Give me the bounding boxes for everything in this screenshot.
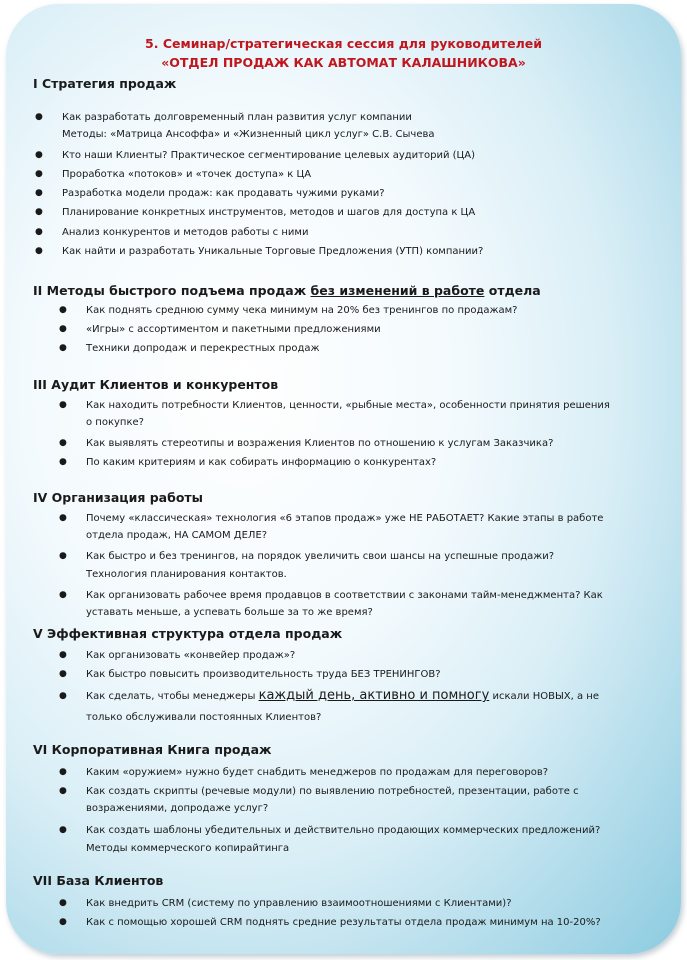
bullet-icon: ●	[35, 112, 43, 122]
list-item: Как создать шаблоны убедительных и действительно продающих коммерческих предложений?	[86, 825, 601, 836]
list-item: Как выявлять стереотипы и возражения Клиентов по отношению к услугам Заказчика?	[86, 438, 554, 449]
bullet-icon: ●	[59, 669, 67, 679]
bullet-icon: ●	[59, 917, 67, 927]
bullet-icon: ●	[59, 650, 67, 660]
list-item-continuation: Методы коммерческого копирайтинга	[86, 843, 290, 854]
list-item: Как сделать, чтобы менеджеры каждый день, активно и помногу искали НОВЫХ, а не	[86, 688, 599, 703]
list-item: Как с помощью хорошей CRM поднять средние результаты отдела продаж минимум на 10-20%?	[86, 917, 601, 928]
bullet-icon: ●	[59, 551, 67, 561]
list-item: Каким «оружием» нужно будет снабдить менеджеров по продажам для переговоров?	[86, 767, 549, 778]
bullet-icon: ●	[59, 513, 67, 523]
list-item: Как создать скрипты (речевые модули) по выявлению потребностей, презентации, работе с	[86, 786, 579, 797]
list-item-continuation: отдела продаж, НА САМОМ ДЕЛЕ?	[86, 530, 268, 541]
section-heading-3: III Аудит Клиентов и конкурентов	[33, 377, 279, 392]
list-item: Как найти и разработать Уникальные Торговые Предложения (УТП) компании?	[62, 246, 484, 257]
bullet-icon: ●	[35, 150, 43, 160]
bullet-icon: ●	[59, 691, 67, 701]
bullet-icon: ●	[59, 324, 67, 334]
bullet-icon: ●	[35, 246, 43, 256]
list-item: Разработка модели продаж: как продавать чужими руками?	[62, 188, 385, 199]
list-item: Как быстро повысить производительность труда БЕЗ ТРЕНИНГОВ?	[86, 669, 441, 680]
list-item: Как разработать долговременный план развития услуг компании	[62, 112, 412, 123]
document-title-line2: «ОТДЕЛ ПРОДАЖ КАК АВТОМАТ КАЛАШНИКОВА»	[161, 55, 526, 70]
list-item: Почему «классическая» технология «6 этапов продаж» уже НЕ РАБОТАЕТ? Какие этапы в работе	[86, 513, 604, 524]
bullet-icon: ●	[59, 457, 67, 467]
bullet-icon: ●	[35, 169, 43, 179]
bullet-icon: ●	[59, 767, 67, 777]
list-item: Кто наши Клиенты? Практическое сегментирование целевых аудиторий (ЦА)	[62, 150, 476, 161]
list-item: Техники допродаж и перекрестных продаж	[86, 343, 320, 354]
bullet-icon: ●	[35, 188, 43, 198]
list-item: Как организовать рабочее время продавцов в соответствии с законами тайм-менеджмента? Как	[86, 590, 603, 601]
section-heading-7: VII База Клиентов	[33, 873, 164, 888]
bullet-icon: ●	[59, 438, 67, 448]
list-item-continuation: о покупке?	[86, 417, 144, 428]
bullet-icon: ●	[59, 305, 67, 315]
section-heading-6: VI Корпоративная Книга продаж	[33, 742, 272, 757]
list-item-continuation: Методы: «Матрица Ансоффа» и «Жизненный цикл услуг» С.В. Сычева	[62, 129, 435, 140]
bullet-icon: ●	[59, 786, 67, 796]
list-item: Как поднять среднюю сумму чека минимум на 20% без тренингов по продажам?	[86, 305, 518, 316]
list-item: Как организовать «конвейер продаж»?	[86, 650, 296, 661]
section-heading-1: I Стратегия продаж	[33, 76, 177, 91]
list-item: Планирование конкретных инструментов, методов и шагов для доступа к ЦА	[62, 207, 476, 218]
document-card	[6, 4, 681, 954]
section-heading-4: IV Организация работы	[33, 490, 203, 505]
list-item-continuation: Технология планирования контактов.	[86, 569, 287, 580]
bullet-icon: ●	[59, 898, 67, 908]
list-item: Как находить потребности Клиентов, ценности, «рыбные места», особенности принятия решения	[86, 400, 610, 411]
list-item-continuation: уставать меньше, а успевать больше за то же время?	[86, 607, 373, 618]
list-item: Анализ конкурентов и методов работы с ними	[62, 227, 309, 238]
bullet-icon: ●	[59, 400, 67, 410]
list-item: «Игры» с ассортиментом и пакетными предложениями	[86, 324, 381, 335]
section-heading-2: II Методы быстрого подъема продаж без изменений в работе отдела	[33, 283, 541, 298]
document-title-line1: 5. Семинар/стратегическая сессия для руководителей	[145, 36, 542, 51]
bullet-icon: ●	[59, 590, 67, 600]
list-item-continuation: возражениями, допродаже услуг?	[86, 803, 269, 814]
bullet-icon: ●	[35, 227, 43, 237]
list-item: Как быстро и без тренингов, на порядок увеличить свои шансы на успешные продажи?	[86, 551, 555, 562]
bullet-icon: ●	[59, 825, 67, 835]
list-item-continuation: только обслуживали постоянных Клиентов?	[86, 712, 322, 723]
section-heading-5: V Эффективная структура отдела продаж	[33, 626, 343, 641]
list-item: По каким критериям и как собирать информацию о конкурентах?	[86, 457, 437, 468]
bullet-icon: ●	[59, 343, 67, 353]
list-item: Как внедрить CRM (систему по управлению взаимоотношениями с Клиентами)?	[86, 898, 512, 909]
bullet-icon: ●	[35, 207, 43, 217]
list-item: Проработка «потоков» и «точек доступа» к ЦА	[62, 169, 312, 180]
